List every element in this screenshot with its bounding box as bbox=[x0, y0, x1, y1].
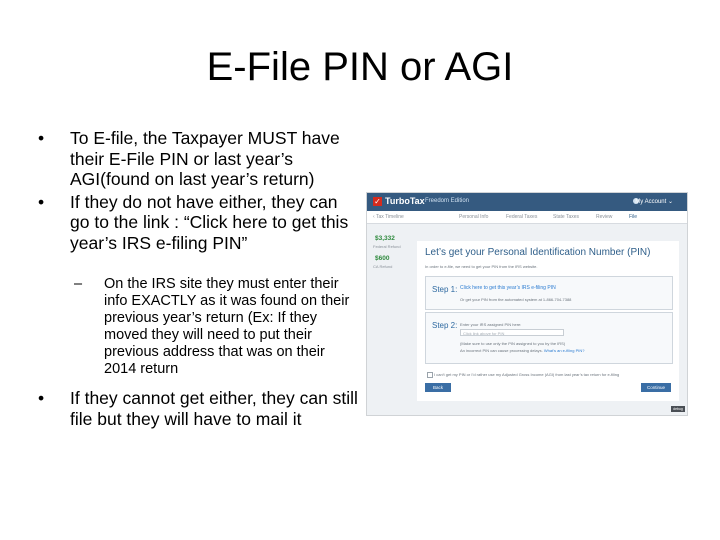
phone-note: Or get your PIN from the automated system at 1-866-704-7388 bbox=[460, 297, 572, 302]
pin-prompt: Enter your IRS assigned PIN here: bbox=[460, 322, 522, 327]
sub-bullet-item bbox=[38, 276, 358, 378]
agi-checkbox-label: I can’t get my PIN or I’d rather use my Adjusted Gross Income (AGI) from last year’s tax return for e-filing bbox=[434, 372, 620, 377]
nav-personal-info[interactable]: Personal Info bbox=[459, 214, 489, 220]
pin-intro-text: In order to e-file, we need to get your PIN from the IRS website. bbox=[425, 264, 538, 269]
bullet-list bbox=[38, 128, 358, 429]
federal-refund-label: Federal Refund bbox=[373, 244, 401, 249]
federal-refund-amount: $3,332 bbox=[375, 235, 395, 242]
bullet-text: If they cannot get either, they can still file but they will have to mail it bbox=[70, 388, 358, 429]
bullet-dot: • bbox=[38, 128, 45, 148]
turbotax-screenshot bbox=[366, 192, 688, 416]
back-button[interactable]: Back bbox=[425, 383, 451, 392]
my-account-menu[interactable]: My Account ⌄ bbox=[635, 199, 673, 205]
nav-file[interactable]: File bbox=[629, 214, 638, 220]
step-2-label: Step 2: bbox=[432, 321, 458, 330]
app-header bbox=[367, 193, 687, 211]
bullet-text: To E-file, the Taxpayer MUST have their E-File PIN or last year’s AGI(found on last year’s return) bbox=[70, 128, 340, 189]
pin-note-2-text: An incorrect PIN can cause processing delays. bbox=[460, 348, 543, 353]
pin-input[interactable]: Click link above for PIN bbox=[460, 329, 564, 336]
agi-checkbox[interactable] bbox=[427, 372, 433, 378]
pin-note-1: (Make sure to use only the PIN assigned to you by the IRS) bbox=[460, 341, 566, 346]
step-2-box bbox=[425, 312, 673, 364]
progress-nav bbox=[367, 211, 687, 224]
sub-bullet-text: On the IRS site they must enter their info EXACTLY as it was found on their previous year’s return (Ex: If they moved they will need to put their previous address that was on their 2014 return bbox=[104, 276, 350, 377]
debug-badge[interactable]: debug bbox=[671, 406, 685, 412]
slide-title: E-File PIN or AGI bbox=[206, 45, 514, 89]
sub-bullet-dash: – bbox=[74, 276, 83, 292]
pin-note-2 bbox=[460, 348, 584, 353]
bullet-dot: • bbox=[38, 191, 45, 212]
edition-label: Freedom Edition bbox=[425, 198, 470, 204]
nav-federal-taxes[interactable]: Federal Taxes bbox=[506, 214, 538, 220]
get-pin-link[interactable]: Click here to get this year’s IRS e-filing PIN bbox=[460, 285, 556, 291]
ca-refund-amount: $600 bbox=[375, 255, 390, 262]
pin-heading: Let’s get your Personal Identification Number (PIN) bbox=[425, 247, 651, 258]
bullet-dot: • bbox=[38, 388, 45, 408]
bullet-item bbox=[38, 192, 358, 254]
app-logo: TurboTax bbox=[385, 196, 425, 206]
nav-tax-timeline[interactable]: ‹ Tax Timeline bbox=[373, 214, 404, 220]
checkmark-logo-icon: ✓ bbox=[374, 197, 381, 206]
bullet-text: If they do not have either, they can go to the link : “Click here to get this year’s IRS e-filing PIN” bbox=[70, 191, 349, 253]
refund-sidebar bbox=[367, 224, 403, 415]
nav-state-taxes[interactable]: State Taxes bbox=[553, 214, 580, 220]
bullet-item bbox=[38, 128, 358, 190]
step-1-label: Step 1: bbox=[432, 285, 458, 294]
nav-review[interactable]: Review bbox=[596, 214, 613, 220]
step-1-box bbox=[425, 276, 673, 310]
ca-refund-label: CA Refund bbox=[373, 264, 393, 269]
continue-button[interactable]: Continue bbox=[641, 383, 671, 392]
pin-card bbox=[417, 241, 679, 401]
what-is-pin-link[interactable]: What’s an e-filing PIN? bbox=[543, 348, 585, 353]
bullet-item bbox=[38, 388, 358, 429]
